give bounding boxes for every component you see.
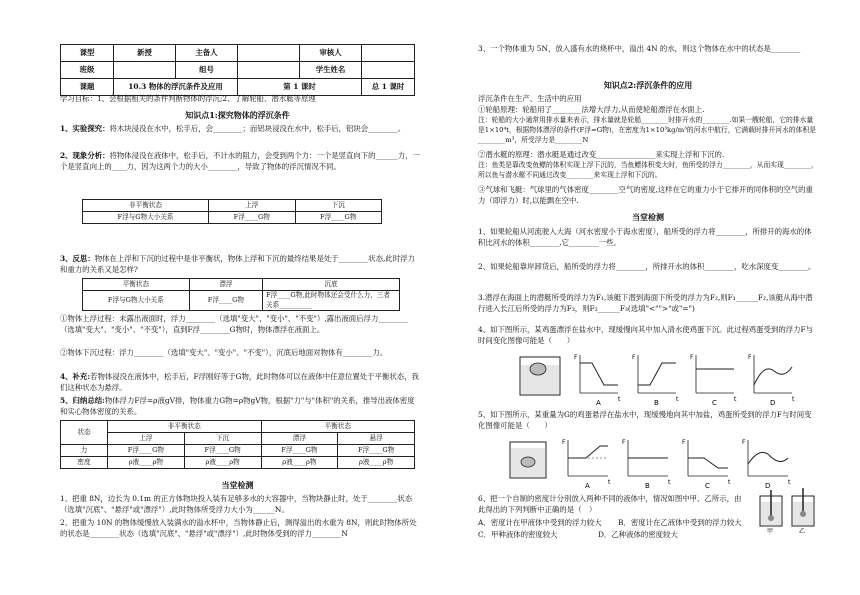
header-cell: 课题 (61, 79, 114, 96)
phenomenon-label: 2、现象分析： (60, 151, 110, 160)
experiment-label: 1、实验探究： (60, 124, 110, 133)
table-cell: F浮____G物 (184, 445, 261, 457)
table-cell: F浮____G物 (108, 445, 185, 457)
option-label: A (585, 482, 590, 490)
header-cell: 学生姓名 (300, 62, 362, 79)
experiment-text: 将木块浸没在水中，松手后，会________；而铝块浸没在水中，松手后，铝块会________。 (109, 124, 406, 133)
header-cell: 课型 (61, 45, 114, 62)
axis-t-label: t (618, 396, 621, 403)
header-cell: 班级 (61, 62, 114, 79)
table-header: 上浮 (209, 200, 295, 212)
option-b: B．密度计在乙液体中受到的浮力较大 (618, 518, 742, 527)
summary-paragraph (60, 396, 420, 417)
table-header: 下沉 (184, 433, 261, 445)
header-cell: 新授 (114, 45, 176, 62)
supplement-paragraph (60, 372, 420, 393)
table-header: 非平衡状态 (83, 200, 209, 212)
header-cell (362, 62, 415, 79)
header-row-3 (61, 79, 415, 96)
option-label: C (705, 482, 710, 490)
section-title-2: 知识点2:浮沉条件的应用 (603, 80, 693, 90)
option-d: D．乙种液体的密度较大 (598, 530, 678, 539)
table-cell: F浮____G物 (295, 212, 381, 224)
option-label: D (765, 482, 771, 490)
axis-f-label: F (622, 439, 626, 446)
table-cell: ρ液____ρ物 (184, 457, 261, 469)
header-cell (238, 45, 300, 62)
balloon-principle: ③气球和飞艇：气球里的气体密度________空气的密度,这样在它的重力小于它排开的同体积的空气的重力（即浮力）时,以能飘在空中. (478, 185, 813, 205)
check-question-1: 1、把重 8N，边长为 0.1m 的正方体物块投入装有足够多水的大容器中，当物块静止时，处于________状态（选填"沉底"、"悬浮"或"漂浮"）,此时物体所受浮力大小为______N。 (60, 494, 413, 514)
graph-b (622, 439, 671, 490)
hydrometer-figures (758, 488, 818, 534)
test-question-5: 5、如下图所示，某重量为G的鸡蛋悬浮在盐水中，现缓慢地向其中加盐，鸡蛋所受到的浮力F与时间变化图像可能是（ ） (478, 410, 812, 430)
section-title-1: 知识点1:探究物体的浮沉条件 (185, 110, 290, 120)
unbalanced-state-table (82, 199, 382, 224)
test-question-1: 1、如果轮船从河流驶入大海（河水密度小于海水密度），船所受的浮力将________，所排开的海水的体积比河水的体积________,它________一些。 (478, 227, 812, 247)
phenomenon-text: 将物体浸没在液体中，松手后，不计水的阻力，会受到两个力：一个是竖直向下的______力，一个是竖直向上的____力，因为这两个力的大小________，导致了物体的浮沉情况不同。 (60, 151, 420, 171)
sinking-process-question: ②物体下沉过程：浮力________（选填"变大"、"变小"、"不变"），沉底后地面对物体有________力。 (60, 348, 388, 357)
summary-label: 5、归纳总结: (60, 396, 105, 405)
graph-a (562, 439, 611, 490)
table-cell: 密度 (61, 457, 108, 469)
header-cell: 第 1 课时 (238, 79, 362, 96)
option-c: C．甲种液体的密度较大 (478, 530, 558, 539)
check-question-3: 3、一个物体重为 5N，放入盛有水的烧杯中，溢出 4N 的水，则这个物体在水中的状态是________ (478, 44, 801, 53)
table-cell: ρ液____ρ物 (108, 457, 185, 469)
axis-t-label: t (792, 396, 795, 403)
question-4-figures (518, 349, 808, 407)
table-header: 平衡状态 (83, 279, 190, 291)
table-header: 漂浮 (189, 279, 262, 291)
table-cell: 力 (61, 445, 108, 457)
header-row-1 (61, 45, 415, 62)
table-header: 状态 (61, 421, 108, 445)
reflection-paragraph (60, 254, 420, 275)
header-cell (362, 45, 415, 62)
graph-d (742, 439, 791, 490)
table-cell: F浮____G物,此时物体还会受什么力，三者关系__________ (263, 291, 400, 311)
application-intro: 浮沉条件在生产、生活中的应用 (478, 94, 582, 103)
graph-c (690, 354, 737, 407)
axis-f-label: F (742, 439, 746, 446)
table-cell: F浮____G物 (209, 212, 295, 224)
table-cell: F浮与G物大小关系 (83, 291, 190, 311)
ship-note: 注：轮船的大小通常用排水量来表示，排水量就是轮船________时排开水的________.如果一艘轮船，它的排水量是1×10⁴t，根据物体漂浮的条件(F浮=G物)，在密度为1×10³kg/m³的河水中航行，它满载时排开河水的体积是________m³，所受浮力是________N (478, 116, 817, 144)
header-cell: 主备人 (176, 45, 238, 62)
table-cell: F浮____G物 (189, 291, 262, 311)
beaker-figure (520, 357, 560, 395)
section-title-check-1: 当堂检测 (221, 480, 254, 490)
option-label: A (596, 399, 601, 407)
summary-text: 物体浮力F浮=ρ液gV排，物体重力G物=ρ物gV物，根据"力"与"体积"的关系，推导出液体密度和实心物体密度的关系。 (60, 396, 415, 416)
test-question-4: 4、如下图所示，某鸡蛋漂浮在盐水中，现缓慢向其中加入清水使鸡蛋下沉。此过程鸡蛋受到的浮力F与时间变化图像可能是（ ） (478, 325, 814, 345)
rising-process-question: ①物体上浮过程：未露出液面时，浮力________（选填"变大"、"变小"、"不变"）,露出液面后浮力________（选填"变大"、"变小"、"不变"），直到F浮________G物时，物体漂浮在液面上。 (60, 314, 408, 334)
option-label: D (770, 399, 776, 407)
axis-t-label: t (734, 396, 737, 403)
lesson-header-table (60, 44, 415, 96)
table-cell: ρ液____ρ物 (338, 457, 415, 469)
option-label: B (645, 482, 650, 490)
graph-c (682, 439, 731, 490)
lesson-title: 10.3 物体的浮沉条件及应用 (114, 79, 238, 96)
option-label: B (654, 399, 659, 407)
header-cell: 审核人 (300, 45, 362, 62)
test-question-3: 3.潜浮在海面上的潜艇所受的浮力为F₁,该艇下潜到海面下所受的浮力为F₂,则F₁______F₂,该艇从海中潜行进入长江后所受的浮力为F₃，则F₂______F₃(选填"<"">"或"=") (478, 293, 813, 313)
axis-t-label: t (608, 479, 611, 486)
graph-b (632, 354, 679, 407)
question-5-figures (508, 434, 808, 490)
option-a: A．密度计在甲液体中受到的浮力较大 (478, 518, 602, 527)
section-title-check-2: 当堂检测 (632, 212, 664, 222)
submarine-principle: ②潜水艇的原理：潜水艇是通过改变________________来实现上浮和下沉的. (478, 150, 725, 159)
beaker-jia (760, 490, 782, 534)
header-cell (114, 62, 176, 79)
reflection-text: 物体在上浮和下沉的过程中是非平衡状，物体上浮和下沉的最终结果是处于________状态,此时浮力和重力的关系又是怎样? (60, 254, 415, 274)
density-relation-table (60, 420, 415, 469)
header-cell (238, 62, 300, 79)
learning-goal: 学习目标：1、会根据相关的条件判断物体的浮沉;2、了解轮船、潜水艇等原理 (60, 94, 316, 103)
axis-f-label: F (632, 354, 636, 361)
fish-note: 注：鱼类是靠改变鱼鳔的体积实现上浮下沉的，当鱼鳔体积变大时，鱼所受的浮力________，从而实现________，所以鱼与潜水艇不同通过改变________来实现上浮和下沉的。 (478, 161, 818, 179)
reflection-label: 3、反思： (60, 254, 95, 263)
graph-d (748, 354, 795, 407)
beaker-figure (510, 442, 546, 478)
beaker-yi (792, 488, 814, 534)
table-header: 平衡状态 (261, 421, 415, 433)
table-cell: ρ液____ρ物 (261, 457, 338, 469)
table-header: 漂浮 (261, 433, 338, 445)
table-cell: F浮____G物 (261, 445, 338, 457)
header-row-2 (61, 62, 415, 79)
check-question-2: 2、把重为 10N 的物体缓慢放入装满水的溢水杯中，当物体静止后，测得溢出的水重为 8N，则此时物体所处的状态是________状态（选填"沉底"、"悬浮"或"漂浮"）,此时物体受到的浮力________N (60, 518, 417, 538)
axis-f-label: F (682, 439, 686, 446)
table-cell: F浮与G物大小关系 (83, 212, 209, 224)
table-header: 上浮 (108, 433, 185, 445)
graph-a (574, 354, 621, 407)
ship-principle: ①轮船原理：轮船用了________法增大浮力,从而使轮船漂浮在水面上. (478, 105, 705, 114)
yi-label: 乙 (799, 528, 806, 534)
table-cell: F浮____G物 (338, 445, 415, 457)
table-header: 非平衡状态 (108, 421, 262, 433)
axis-f-label: F (574, 354, 578, 361)
supplement-text: 若物体浸没在液体中，松手后，F浮刚好等于G物，此时物体可以在液体中任意位置处于平衡状态，我们这种状态为悬浮。 (60, 372, 419, 392)
option-label: C (712, 399, 717, 407)
axis-f-label: F (562, 439, 566, 446)
header-cell: 组号 (176, 62, 238, 79)
supplement-label: 4、补充: (60, 372, 91, 381)
table-header: 下沉 (295, 200, 381, 212)
jia-label: 甲 (767, 528, 774, 534)
test-question-6: 6、把一个自制的密度计分别放入两种不同的液体中，情况如图中甲、乙所示，由此得出的下列判断中正确的是（ ） (478, 494, 742, 514)
phenomenon-paragraph (60, 151, 420, 172)
test-question-2: 2、如果轮船靠岸卸货后，船所受的浮力将________，所排开水的体积________，吃水深度变________。 (478, 262, 816, 271)
axis-t-label: t (788, 479, 791, 486)
axis-f-label: F (690, 354, 694, 361)
experiment-paragraph (60, 124, 420, 135)
table-header: 悬浮 (338, 433, 415, 445)
balanced-state-table (82, 278, 400, 311)
axis-t-label: t (728, 479, 731, 486)
table-header: 沉底 (263, 279, 400, 291)
axis-t-label: t (668, 479, 671, 486)
header-cell: 总 1 课时 (362, 79, 415, 96)
axis-f-label: F (748, 354, 752, 361)
axis-t-label: t (676, 396, 679, 403)
